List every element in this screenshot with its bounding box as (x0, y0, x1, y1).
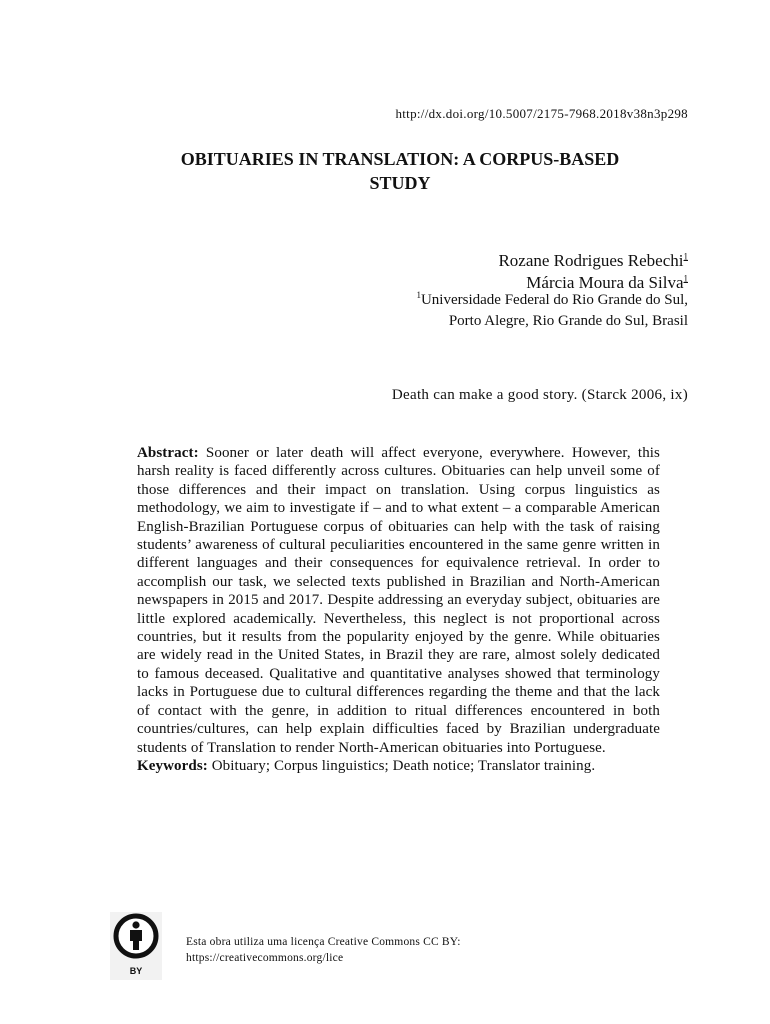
abstract-block (137, 444, 660, 775)
license-line-1: Esta obra utiliza uma licença Creative Commons CC BY: (186, 936, 461, 948)
abstract-paragraph (137, 444, 660, 757)
license-footer (110, 912, 670, 982)
author-1-marker: 1 (683, 251, 688, 262)
abstract-label: Abstract: (137, 445, 199, 461)
affiliation (416, 290, 688, 332)
doi-link[interactable]: http://dx.doi.org/10.5007/2175-7968.2018v38n3p298 (395, 106, 688, 121)
abstract-text: Sooner or later death will affect everyone, everywhere. However, this harsh reality is faced differently across cultures. Obituaries can help unveil some of those differences and their impact on translation. Using corpus linguistics as methodology, we aim to investigate if – and to what extent – a comparable American English-Brazilian Portuguese corpus of obituaries can help with the task of raising students’ awareness of cultural peculiarities encountered in the same genre written in different languages and their consequences for equivalence retrieval. In order to accomplish our task, we selected texts published in Brazilian and North-American newspapers in 2015 and 2017. Despite addressing an everyday subject, obituaries are little explored academically. Nevertheless, this neglect is not proportional across countries, but it results from the popularity enjoyed by the genre. While obituaries are widely read in the United States, in Brazil they are rare, almost solely dedicated to famous deceased. Qualitative and quantitative analyses showed that terminology lacks in Portuguese due to cultural differences regarding the theme and that the lack of contact with the genre, in addition to ritual differences encountered in both countries/cultures, can help explain difficulties faced by Brazilian undergraduate students of Translation to render North-American obituaries into Portuguese. (137, 445, 660, 756)
author-2-name: Márcia Moura da Silva (526, 273, 684, 292)
affiliation-line-1 (416, 290, 688, 311)
affiliation-marker: 1 (416, 290, 421, 300)
keywords-text: Obituary; Corpus linguistics; Death notice; Translator training. (211, 757, 596, 774)
author-1-name: Rozane Rodrigues Rebechi (498, 251, 684, 270)
cc-by-badge-label: BY (129, 966, 143, 976)
license-url[interactable]: https://creativecommons.org/lice (186, 952, 344, 964)
title-line-2: STUDY (369, 173, 431, 193)
affiliation-line-2: Porto Alegre, Rio Grande do Sul, Brasil (448, 313, 688, 329)
author-2-marker: 1 (683, 273, 688, 284)
keywords-paragraph (137, 757, 660, 775)
cc-by-icon-graphic (110, 912, 162, 980)
epigraph: Death can make a good story. (Starck 2006, ix) (391, 387, 688, 403)
author-list (498, 250, 688, 294)
article-title (120, 147, 680, 195)
author-1 (498, 250, 688, 272)
license-text (186, 934, 461, 966)
keywords-label: Keywords: (137, 757, 208, 774)
title-line-1: OBITUARIES IN TRANSLATION: A CORPUS-BASED (180, 149, 620, 169)
creative-commons-by-icon[interactable] (110, 912, 162, 980)
affiliation-institution: Universidade Federal do Rio Grande do Sul, (420, 292, 688, 308)
